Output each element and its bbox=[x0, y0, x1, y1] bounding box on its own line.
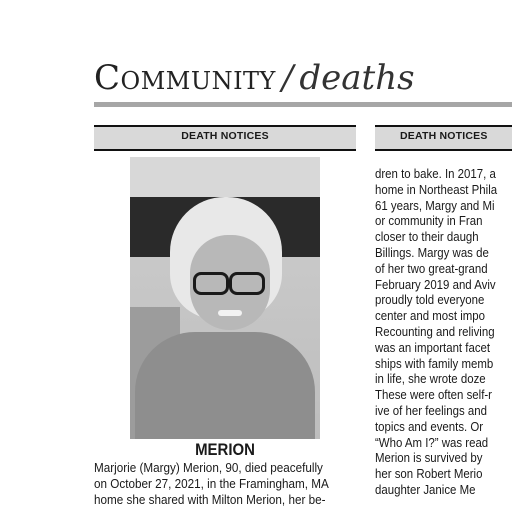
text-line: on October 27, 2021, in the Framingham, MA bbox=[94, 475, 329, 491]
photo-smile bbox=[218, 310, 242, 316]
text-line: ive of her feelings and bbox=[375, 402, 487, 418]
text-line: was an important facet bbox=[375, 339, 491, 355]
text-line: her son Robert Merio bbox=[375, 466, 483, 482]
text-line: ships with family memb bbox=[375, 355, 494, 371]
text-line: topics and events. Or bbox=[375, 418, 484, 434]
text-line: or community in Fran bbox=[375, 213, 483, 229]
photo-sweater bbox=[135, 332, 315, 439]
text-line: home she shared with Milton Merion, her be- bbox=[94, 491, 326, 507]
masthead-rule bbox=[94, 102, 512, 107]
column-header-right: DEATH NOTICES bbox=[375, 125, 512, 151]
title-separator: / bbox=[281, 58, 294, 98]
text-line: home in Northeast Phila bbox=[375, 181, 498, 197]
text-line: proudly told everyone bbox=[375, 292, 485, 308]
text-line: These were often self-r bbox=[375, 387, 492, 403]
text-line: Marjorie (Margy) Merion, 90, died peacefully bbox=[94, 460, 323, 475]
text-line: Merion is survived by bbox=[375, 450, 483, 466]
photo-glasses bbox=[193, 272, 265, 290]
section-masthead bbox=[94, 58, 512, 102]
text-line: center and most impo bbox=[375, 308, 486, 324]
subsection-title: deaths bbox=[299, 58, 415, 98]
text-line: dren to bake. In 2017, a bbox=[375, 166, 496, 181]
text-line: Recounting and reliving bbox=[375, 323, 495, 339]
text-line: of her two great-grand bbox=[375, 260, 488, 276]
text-line: Billings. Margy was de bbox=[375, 244, 489, 260]
obituary-photo bbox=[130, 157, 320, 439]
obituary-text-right bbox=[375, 166, 512, 498]
text-line: daughter Janice Me bbox=[375, 481, 476, 497]
text-line: in life, she wrote doze bbox=[375, 371, 486, 387]
obituary-name: MERION bbox=[195, 440, 255, 459]
column-header-left: DEATH NOTICES bbox=[94, 125, 356, 151]
text-line: February 2019 and Aviv bbox=[375, 276, 496, 292]
section-title: Community bbox=[94, 58, 276, 98]
text-line: 61 years, Margy and Mi bbox=[375, 197, 495, 213]
obituary-text-left bbox=[94, 460, 356, 507]
text-line: closer to their daugh bbox=[375, 229, 479, 245]
text-line: “Who Am I?” was read bbox=[375, 434, 489, 450]
